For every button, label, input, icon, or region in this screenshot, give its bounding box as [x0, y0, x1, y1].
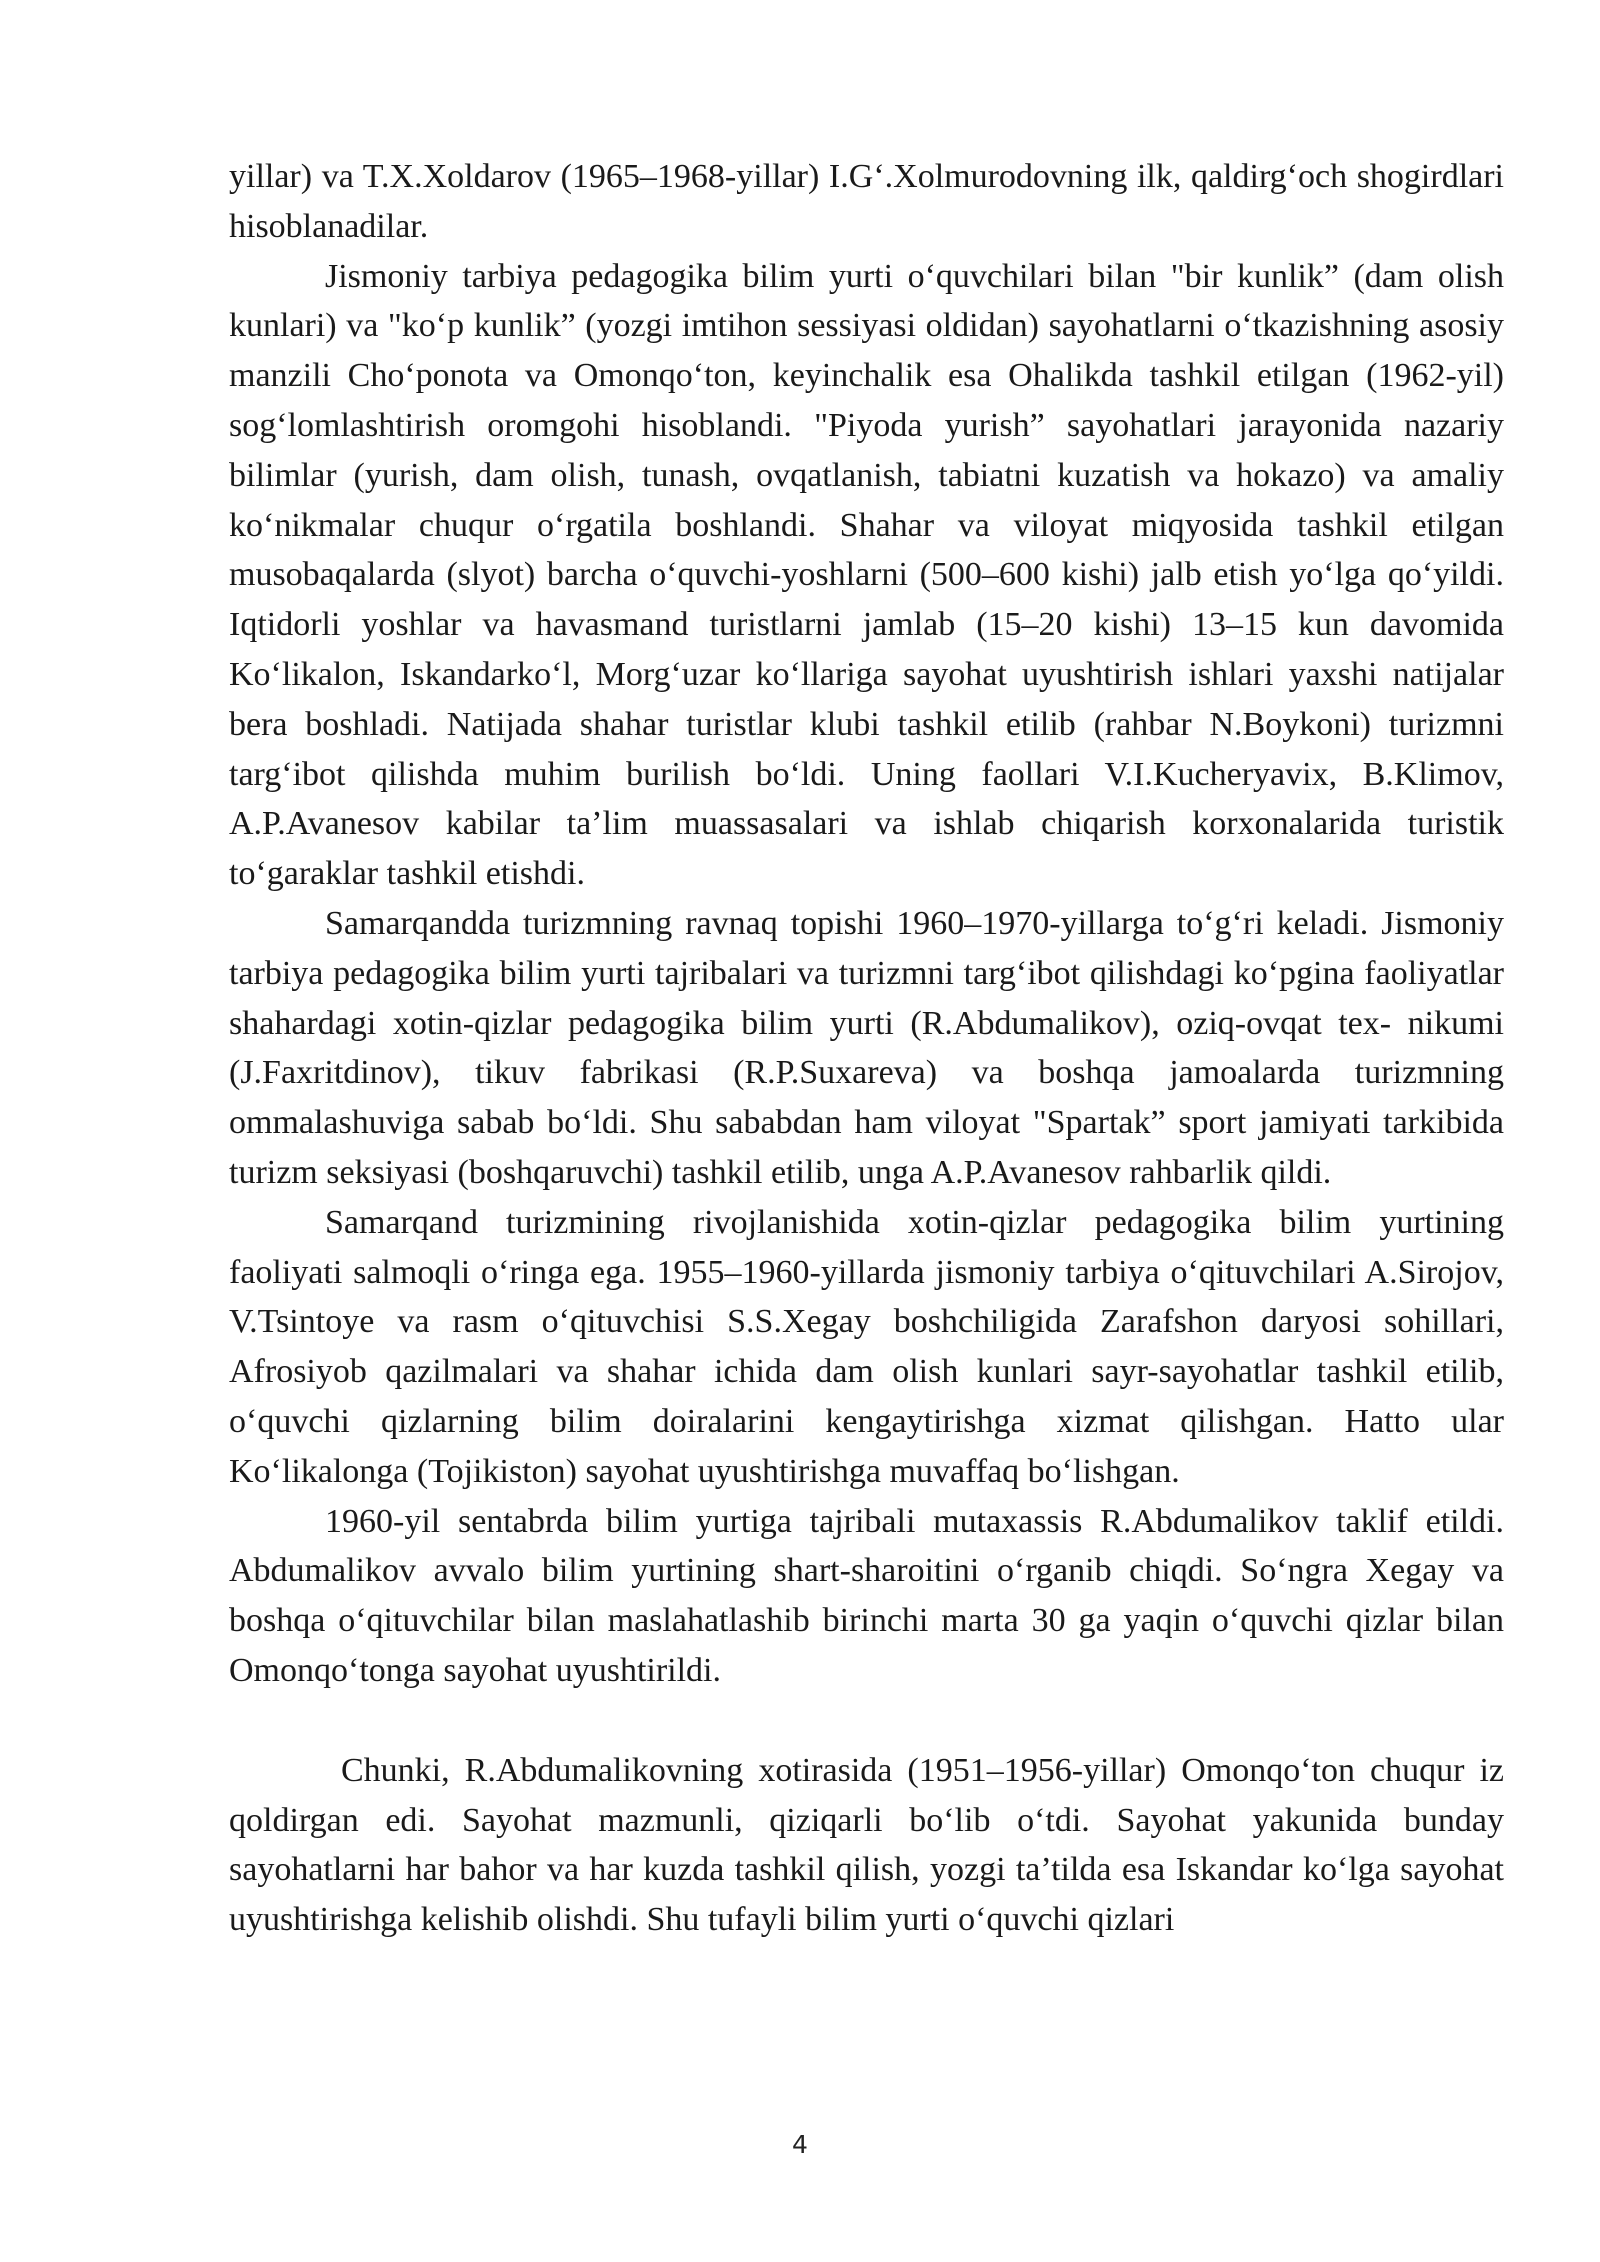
- paragraph-3: Samarqandda turizmning ravnaq topishi 1960–1970-yillarga to‘g‘ri keladi. Jismoniy tarbiya pedagogika bilim yurti tajribalari va turizmni targ‘ibot qilishdagi ko‘pgina faoliyatlar shahardagi xotin-qizlar pedagogika bilim yurti (R.Abdumalikov), oziq-ovqat tex- nikumi (J.Faxritdinov), tikuv fabrikasi (R.P.Suxareva) va boshqa jamoalarda turizmning ommalashuviga sabab bo‘ldi. Shu sababdan ham viloyat "Spartak” sport jamiyati tarkibida turizm seksiyasi (boshqaruvchi) tashkil etilib, unga A.P.Avanesov rahbarlik qildi.: [229, 904, 1504, 1191]
- paragraph-2: Jismoniy tarbiya pedagogika bilim yurti o‘quvchilari bilan "bir kunlik” (dam olish kunlari) va "ko‘p kunlik” (yozgi imtihon sessiyasi oldidan) sayohatlarni o‘tkazishning asosiy manzili Cho‘ponota va Omonqo‘ton, keyinchalik esa Ohalikda tashkil etilgan (1962-yil) sog‘lomlashtirish oromgohi hisoblandi. "Piyoda yurish” sayohatlari jarayonida nazariy bilimlar (yurish, dam olish, tunash, ovqatlanish, tabiatni kuzatish va hokazo) va amaliy ko‘nikmalar chuqur o‘rgatila boshlandi. Shahar va viloyat miqyosida tashkil etilgan musobaqalarda (slyot) barcha o‘quvchi-yoshlarni (500–600 kishi) jalb etish yo‘lga qo‘yildi. Iqtidorli yoshlar va havasmand turistlarni jamlab (15–20 kishi) 13–15 kun davomida Ko‘likalon, Iskandarko‘l, Morg‘uzar ko‘llariga sayohat uyushtirish ishlari yaxshi natijalar bera boshladi. Natijada shahar turistlar klubi tashkil etilib (rahbar N.Boykoni) turizmni targ‘ibot qilishda muhim burilish bo‘ldi. Uning faollari V.I.Kucheryavix, B.Klimov, A.P.Avanesov kabilar ta’lim muassasalari va ishlab chiqarish korxonalarida turistik to‘garaklar tashkil etishdi.: [229, 257, 1504, 893]
- paragraph-gap: [229, 1696, 1504, 1746]
- body-text: [229, 152, 1504, 1945]
- paragraph-4: Samarqand turizmining rivojlanishida xotin-qizlar pedagogika bilim yurtining faoliyati salmoqli o‘ringa ega. 1955–1960-yillarda jismoniy tarbiya o‘qituvchilari A.Sirojov, V.Tsintoye va rasm o‘qituvchisi S.S.Xegay boshchiligida Zarafshon daryosi sohillari, Afrosiyob qazilmalari va shahar ichida dam olish kunlari sayr-sayohatlar tashkil etilib, o‘quvchi qizlarning bilim doiralarini kengaytirishga xizmat qilishgan. Hatto ular Ko‘likalonga (Tojikiston) sayohat uyushtirishga muvaffaq bo‘lishgan.: [229, 1203, 1504, 1490]
- page-number: 4: [792, 2130, 808, 2159]
- paragraph-1: yillar) va T.X.Xoldarov (1965–1968-yillar) I.G‘.Xolmurodovning ilk, qaldirg‘och shogirdlari hisoblanadilar.: [229, 158, 1504, 245]
- paragraph-5: 1960-yil sentabrda bilim yurtiga tajribali mutaxassis R.Abdumalikov taklif etildi. Abdumalikov avvalo bilim yurtining shart-sharoitini o‘rganib chiqdi. So‘ngra Xegay va boshqa o‘qituvchilar bilan maslahatlashib birinchi marta 30 ga yaqin o‘quvchi qizlar bilan Omonqo‘tonga sayohat uyushtirildi.: [229, 1502, 1504, 1689]
- paragraph-6: Chunki, R.Abdumalikovning xotirasida (1951–1956-yillar) Omonqo‘ton chuqur iz qoldirgan edi. Sayohat mazmunli, qiziqarli bo‘lib o‘tdi. Sayohat yakunida bunday sayohatlarni har bahor va har kuzda tashkil qilish, yozgi ta’tilda esa Iskandar ko‘lga sayohat uyushtirishga kelishib olishdi. Shu tufayli bilim yurti o‘quvchi qizlari: [229, 1751, 1504, 1939]
